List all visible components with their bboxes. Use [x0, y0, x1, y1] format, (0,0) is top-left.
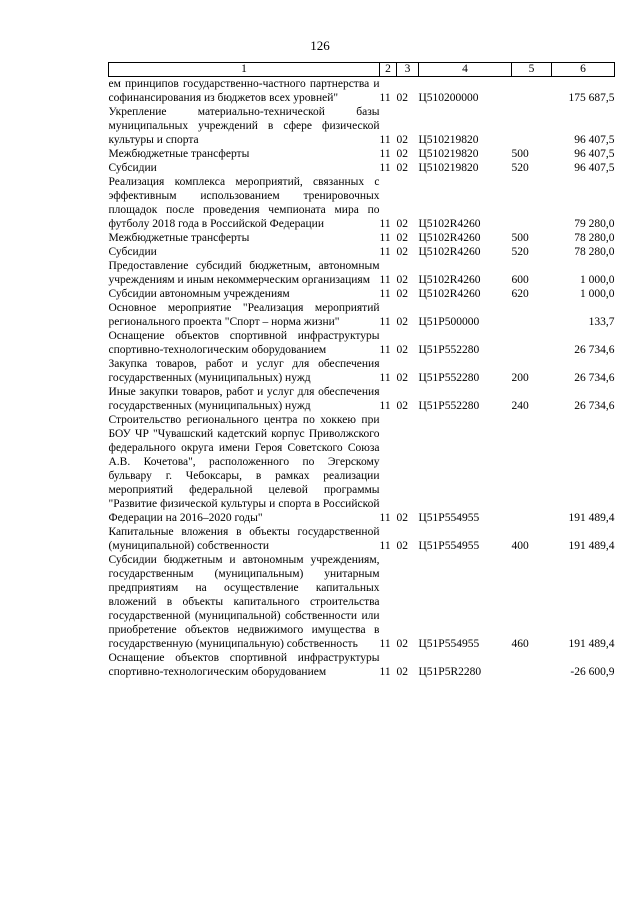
row-amount: 175 687,5	[568, 92, 615, 104]
table-row	[109, 287, 615, 301]
row-name: Капитальные вложения в объекты государственной (муниципальной) собственности	[108, 526, 380, 552]
table-row	[109, 301, 615, 329]
row-expense-type: 200	[511, 372, 529, 384]
row-subsection: 02	[396, 92, 408, 104]
row-subsection: 02	[396, 148, 408, 160]
table-row	[109, 553, 615, 651]
row-name: Укрепление материально-технической базы муниципальных учреждений в сфере физической культуры и спорта	[108, 106, 380, 146]
row-amount: 191 489,4	[568, 512, 615, 524]
table-row	[109, 357, 615, 385]
row-name: ем принципов государственно-частного партнерства и софинансирования из бюджетов всех уровней"	[108, 78, 380, 104]
table-body	[109, 77, 615, 680]
table-row	[109, 385, 615, 413]
row-code: Ц510200000	[418, 92, 479, 104]
row-code: Ц51P552280	[418, 344, 480, 356]
row-subsection: 02	[396, 232, 408, 244]
row-name: Строительство регионального центра по хоккею при БОУ ЧР "Чувашский кадетский корпус Приволжского федерального округа имени Героя Советского Союза А.В. Кочетова", расположенного по Эгерскому бульвару г. Чебоксары, в рамках реализации мероприятий федеральной целевой программы "Развитие физической культуры и спорта в Российской Федерации на 2016–2020 годы"	[108, 414, 380, 524]
row-subsection: 02	[396, 512, 408, 524]
row-subsection: 02	[396, 400, 408, 412]
row-name: Предоставление субсидий бюджетным, автономным учреждениям и иным некоммерческим организациям	[108, 260, 380, 286]
row-expense-type	[512, 329, 552, 357]
row-section: 11	[379, 288, 391, 300]
row-name: Субсидии бюджетным и автономным учреждениям, государственным (муниципальным) унитарным предприятиям на осуществление капитальных вложений в объекты капитального строительства государственной (муниципальной) собственности или приобретение объектов недвижимого имущества в государственную (муниципальную) собственность	[108, 554, 380, 650]
row-subsection: 02	[396, 344, 408, 356]
row-section: 11	[379, 218, 391, 230]
budget-table	[108, 62, 615, 679]
row-name: Реализация комплекса мероприятий, связанных с эффективным использованием тренировочных площадок после проведения чемпионата мира по футболу 2018 года в Российской Федерации	[108, 176, 380, 230]
row-amount: 26 734,6	[574, 372, 615, 384]
row-name: Основное мероприятие "Реализация мероприятий регионального проекта "Спорт – норма жизни"	[108, 302, 380, 328]
row-code: Ц510219820	[418, 148, 479, 160]
row-amount: 78 280,0	[574, 246, 615, 258]
row-subsection: 02	[396, 246, 408, 258]
row-code: Ц5102R4260	[418, 246, 481, 258]
row-expense-type: 620	[511, 288, 529, 300]
row-section: 11	[379, 344, 391, 356]
header-col-1: 1	[109, 63, 380, 77]
header-col-3: 3	[397, 63, 419, 77]
header-col-4: 4	[419, 63, 512, 77]
row-expense-type: 400	[511, 540, 529, 552]
table-row	[109, 147, 615, 161]
row-amount: 78 280,0	[574, 232, 615, 244]
row-expense-type: 500	[511, 148, 529, 160]
row-code: Ц5102R4260	[418, 218, 481, 230]
row-expense-type: 600	[511, 274, 529, 286]
row-name: Субсидии	[108, 246, 157, 258]
row-expense-type	[512, 651, 552, 679]
row-code: Ц51P552280	[418, 372, 480, 384]
row-subsection: 02	[396, 372, 408, 384]
row-subsection: 02	[396, 218, 408, 230]
row-section: 11	[379, 274, 391, 286]
row-amount: 26 734,6	[574, 344, 615, 356]
table-row	[109, 329, 615, 357]
row-section: 11	[379, 92, 391, 104]
header-col-6: 6	[552, 63, 615, 77]
row-subsection: 02	[396, 134, 408, 146]
row-expense-type	[512, 105, 552, 147]
row-expense-type	[512, 77, 552, 106]
row-name: Межбюджетные трансферты	[108, 232, 250, 244]
row-amount: -26 600,9	[570, 666, 615, 678]
row-subsection: 02	[396, 638, 408, 650]
header-row	[109, 63, 615, 77]
row-section: 11	[379, 638, 391, 650]
row-name: Иные закупки товаров, работ и услуг для обеспечения государственных (муниципальных) нужд	[108, 386, 380, 412]
table-row	[109, 231, 615, 245]
page-number: 126	[310, 38, 330, 53]
row-code: Ц51P500000	[418, 316, 480, 328]
table-row	[109, 413, 615, 525]
row-code: Ц510219820	[418, 162, 479, 174]
table-row	[109, 525, 615, 553]
table-row	[109, 77, 615, 106]
row-amount: 96 407,5	[574, 162, 615, 174]
row-section: 11	[379, 666, 391, 678]
table-row	[109, 651, 615, 679]
table-row	[109, 161, 615, 175]
row-subsection: 02	[396, 162, 408, 174]
header-col-5: 5	[512, 63, 552, 77]
row-amount: 191 489,4	[568, 638, 615, 650]
row-name: Оснащение объектов спортивной инфраструктуры спортивно-технологическим оборудованием	[108, 652, 380, 678]
row-amount: 96 407,5	[574, 134, 615, 146]
row-name: Закупка товаров, работ и услуг для обеспечения государственных (муниципальных) нужд	[108, 358, 380, 384]
row-subsection: 02	[396, 288, 408, 300]
row-subsection: 02	[396, 274, 408, 286]
table-row	[109, 105, 615, 147]
row-section: 11	[379, 316, 391, 328]
header-col-2: 2	[380, 63, 397, 77]
row-section: 11	[379, 512, 391, 524]
table-row	[109, 245, 615, 259]
row-amount: 79 280,0	[574, 218, 615, 230]
row-code: Ц5102R4260	[418, 274, 481, 286]
row-expense-type	[512, 175, 552, 231]
row-expense-type	[512, 301, 552, 329]
row-section: 11	[379, 246, 391, 258]
row-section: 11	[379, 232, 391, 244]
row-code: Ц51P554955	[418, 540, 480, 552]
row-section: 11	[379, 162, 391, 174]
row-expense-type: 520	[511, 162, 529, 174]
row-name: Субсидии автономным учреждениям	[108, 288, 290, 300]
row-section: 11	[379, 540, 391, 552]
row-name: Оснащение объектов спортивной инфраструктуры спортивно-технологическим оборудованием	[108, 330, 380, 356]
table-row	[109, 259, 615, 287]
row-code: Ц510219820	[418, 134, 479, 146]
row-expense-type	[512, 413, 552, 525]
row-section: 11	[379, 148, 391, 160]
row-amount: 1 000,0	[580, 288, 615, 300]
row-subsection: 02	[396, 316, 408, 328]
table-row	[109, 175, 615, 231]
row-section: 11	[379, 134, 391, 146]
row-amount: 191 489,4	[568, 540, 615, 552]
row-name: Субсидии	[108, 162, 157, 174]
row-amount: 96 407,5	[574, 148, 615, 160]
row-amount: 133,7	[588, 316, 615, 328]
row-name: Межбюджетные трансферты	[108, 148, 250, 160]
row-expense-type: 500	[511, 232, 529, 244]
row-subsection: 02	[396, 666, 408, 678]
row-code: Ц51P554955	[418, 638, 480, 650]
row-section: 11	[379, 400, 391, 412]
row-code: Ц5102R4260	[418, 288, 481, 300]
row-code: Ц5102R4260	[418, 232, 481, 244]
row-code: Ц51P5R2280	[418, 666, 482, 678]
row-expense-type: 460	[511, 638, 529, 650]
row-subsection: 02	[396, 540, 408, 552]
row-amount: 26 734,6	[574, 400, 615, 412]
row-code: Ц51P554955	[418, 512, 480, 524]
row-expense-type: 240	[511, 400, 529, 412]
row-section: 11	[379, 372, 391, 384]
row-code: Ц51P552280	[418, 400, 480, 412]
row-amount: 1 000,0	[580, 274, 615, 286]
row-expense-type: 520	[511, 246, 529, 258]
